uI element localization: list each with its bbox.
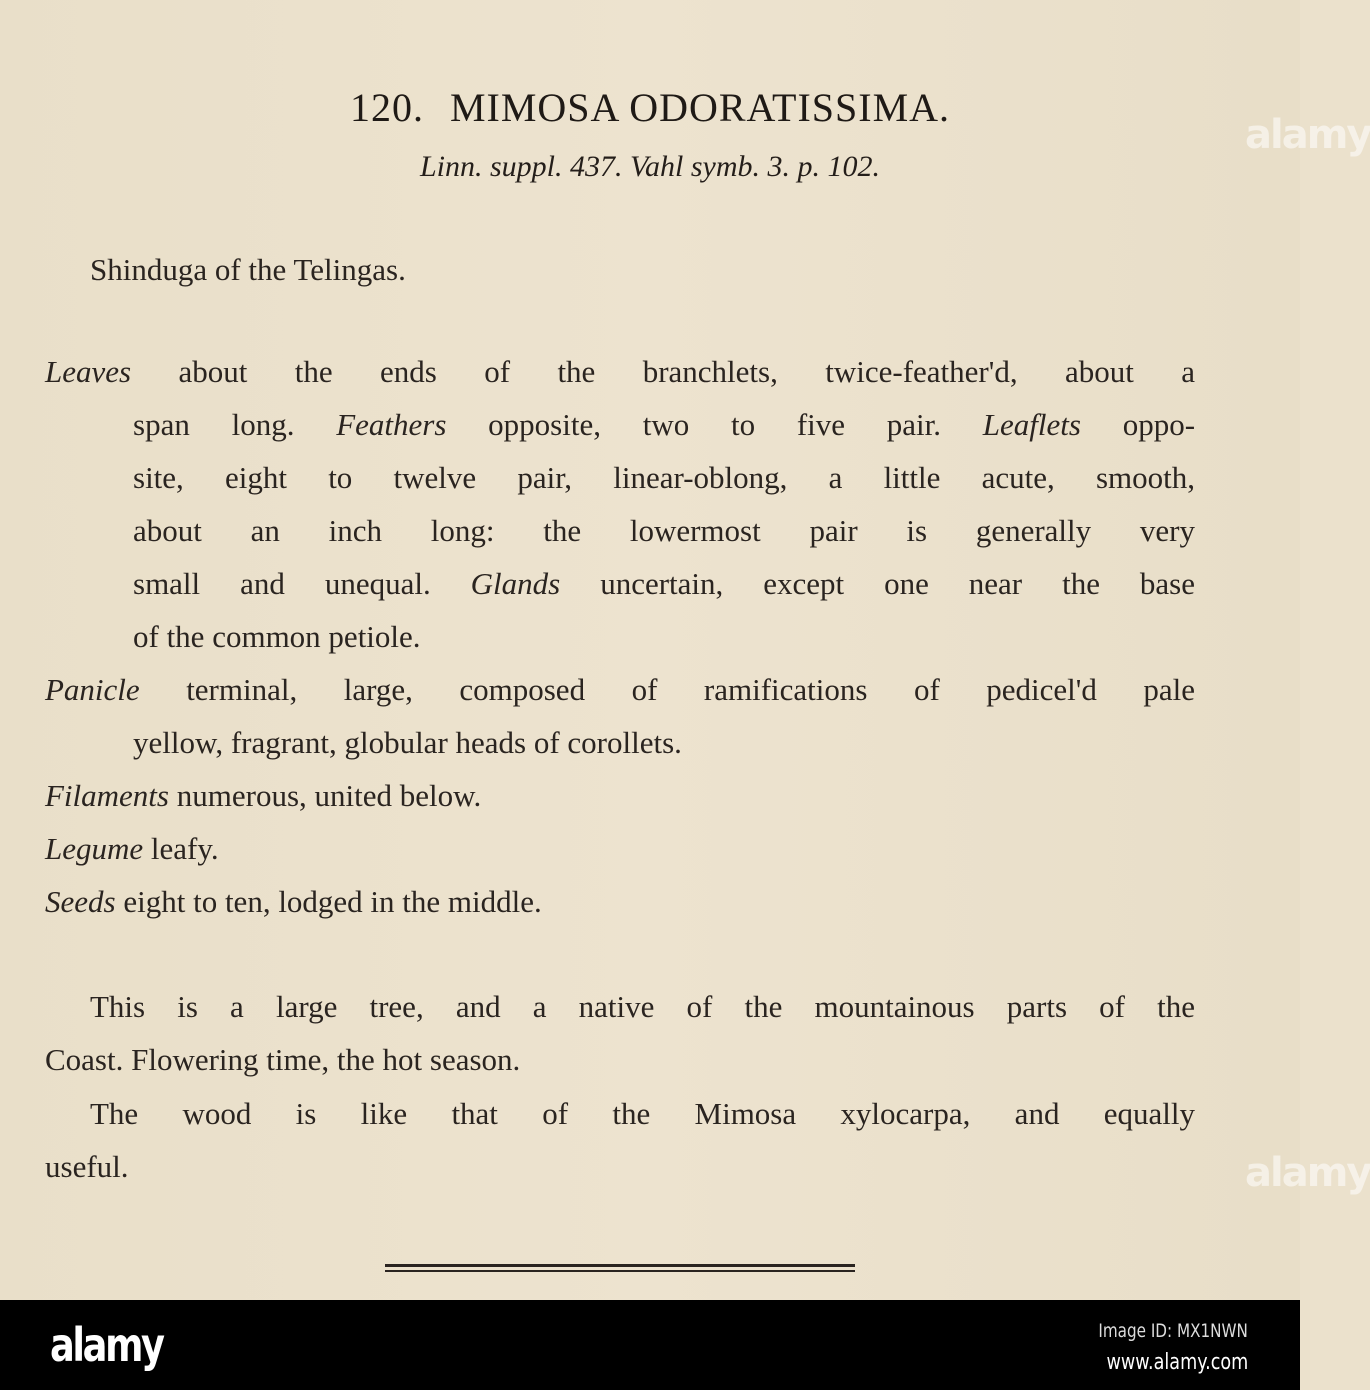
italic-term: Leaflets [982, 407, 1081, 442]
text-line [133, 723, 682, 763]
text-line [133, 458, 1195, 498]
text-line [133, 564, 1195, 604]
text-segment: The wood is like that of the Mimosa xylocarpa, and equally [90, 1096, 1195, 1131]
text-line [90, 987, 1195, 1027]
text-segment: about the ends of the branchlets, twice-feather'd, about a [131, 354, 1195, 389]
text-segment: Coast. Flowering time, the hot season. [45, 1042, 521, 1077]
text-line [133, 617, 421, 657]
text-line [45, 829, 219, 869]
end-rule-thin [385, 1270, 855, 1272]
text-line [45, 882, 542, 922]
entry-number: 120. [349, 85, 424, 130]
text-segment: leafy. [143, 831, 219, 866]
text-segment: span long. [133, 407, 337, 442]
text-segment: opposite, two to five pair. [446, 407, 983, 442]
text-segment: This is a large tree, and a native of the mountainous parts of the [90, 989, 1195, 1024]
italic-term: Feathers [336, 407, 447, 442]
text-segment: yellow, fragrant, globular heads of corollets. [133, 725, 682, 760]
watermark: alamy [1245, 112, 1370, 158]
site-url: www.alamy.com [1106, 1350, 1248, 1375]
italic-term: Panicle [45, 672, 140, 707]
text-line [90, 250, 406, 290]
text-line [90, 1094, 1195, 1134]
reference-line: Linn. suppl. 437. Vahl symb. 3. p. 102. [419, 150, 881, 183]
text-segment: useful. [45, 1149, 129, 1184]
text-line [45, 776, 481, 816]
alamy-logo: alamy [50, 1318, 163, 1372]
text-segment: eight to ten, lodged in the middle. [115, 884, 542, 919]
text-segment: small and unequal. [133, 566, 471, 601]
text-line [45, 670, 1195, 710]
text-segment: of the common petiole. [133, 619, 421, 654]
text-segment: site, eight to twelve pair, linear-oblong, a little acute, smooth, [133, 460, 1195, 495]
image-id: Image ID: MX1NWN [1098, 1320, 1248, 1342]
text-segment: uncertain, except one near the base [560, 566, 1195, 601]
text-line [45, 1040, 520, 1080]
page-title [0, 84, 1300, 131]
stock-footer-bar [0, 1300, 1300, 1390]
text-line [45, 352, 1195, 392]
text-segment: Shinduga of the Telingas. [90, 252, 406, 287]
text-segment: terminal, large, composed of ramifications of pedicel'd pale [139, 672, 1195, 707]
italic-term: Legume [45, 831, 144, 866]
text-line [133, 511, 1195, 551]
end-rule [385, 1264, 855, 1267]
italic-term: Leaves [45, 354, 132, 389]
italic-term: Glands [470, 566, 561, 601]
watermark: alamy [1245, 1150, 1370, 1196]
text-line [133, 405, 1195, 445]
species-name: MIMOSA ODORATISSIMA. [449, 85, 951, 130]
italic-term: Seeds [45, 884, 116, 919]
text-line [45, 1147, 129, 1187]
text-segment: about an inch long: the lowermost pair is generally very [133, 513, 1195, 548]
text-segment: numerous, united below. [169, 778, 482, 813]
italic-term: Filaments [45, 778, 169, 813]
text-segment: oppo- [1080, 407, 1196, 442]
